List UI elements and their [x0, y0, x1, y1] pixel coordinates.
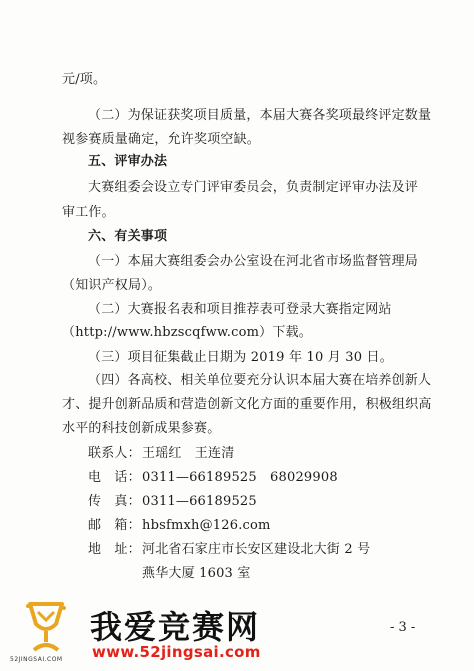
contact-email-label: 邮 箱： — [88, 518, 141, 533]
contact-address-label: 地 址： — [88, 542, 141, 557]
contact-person-label: 联系人： — [88, 446, 141, 461]
section-heading: 六、有关事项 — [88, 229, 168, 244]
contact-row-phone — [88, 470, 338, 486]
text-line: 才、提升创新品质和营造创新文化方面的重要作用，积极组织高 — [62, 397, 432, 412]
contact-phone-value: 0311—66189525 68029908 — [142, 470, 338, 485]
text-line: （知识产权局）。 — [62, 278, 162, 293]
text-line: （二）大赛报名表和项目推荐表可登录大赛指定网站 — [88, 302, 392, 317]
trophy-icon — [16, 598, 76, 658]
text-line: 视参赛质量确定，允许奖项空缺。 — [62, 132, 261, 147]
brand-url: www.52jingsai.com — [92, 643, 261, 661]
text-line: （四）各高校、相关单位要充分认识本届大赛在培养创新人 — [88, 373, 432, 388]
text-line: 审工作。 — [62, 205, 115, 220]
contact-fax-label: 传 真： — [88, 494, 141, 509]
brand-name: 我爱竞赛网 — [90, 608, 261, 646]
text-line: （一）本届大赛组委会办公室设在河北省市场监督管理局 — [88, 254, 419, 269]
contact-person-value: 王瑶红 王连清 — [142, 446, 235, 461]
text-line: （http://www.hbzscqfww.com）下载。 — [62, 325, 312, 340]
logo-caption: 52JINGSAI.COM — [10, 656, 63, 663]
text-line: 大赛组委会设立专门评审委员会，负责制定评审办法及评 — [88, 180, 419, 195]
contact-address-value: 河北省石家庄市长安区建设北大街 2 号 — [142, 542, 371, 557]
contact-address-value-2: 燕华大厦 1603 室 — [142, 566, 251, 581]
text-line: 水平的科技创新成果参赛。 — [62, 421, 221, 436]
section-heading: 五、评审办法 — [88, 154, 168, 169]
contact-row-address — [88, 542, 370, 558]
contact-fax-value: 0311—66189525 — [142, 494, 257, 509]
contact-phone-label: 电 话： — [88, 470, 141, 485]
contact-row-fax — [88, 494, 257, 510]
text-line: （二）为保证获奖项目质量，本届大赛各奖项最终评定数量 — [88, 108, 432, 123]
text-line: 元/项。 — [62, 72, 107, 87]
contact-row-email — [88, 518, 271, 534]
contact-email-value: hbsfmxh@126.com — [142, 518, 271, 533]
contact-row-person — [88, 446, 234, 462]
text-line: （三）项目征集截止日期为 2019 年 10 月 30 日。 — [88, 350, 393, 365]
page-number: - 3 - — [390, 620, 416, 635]
